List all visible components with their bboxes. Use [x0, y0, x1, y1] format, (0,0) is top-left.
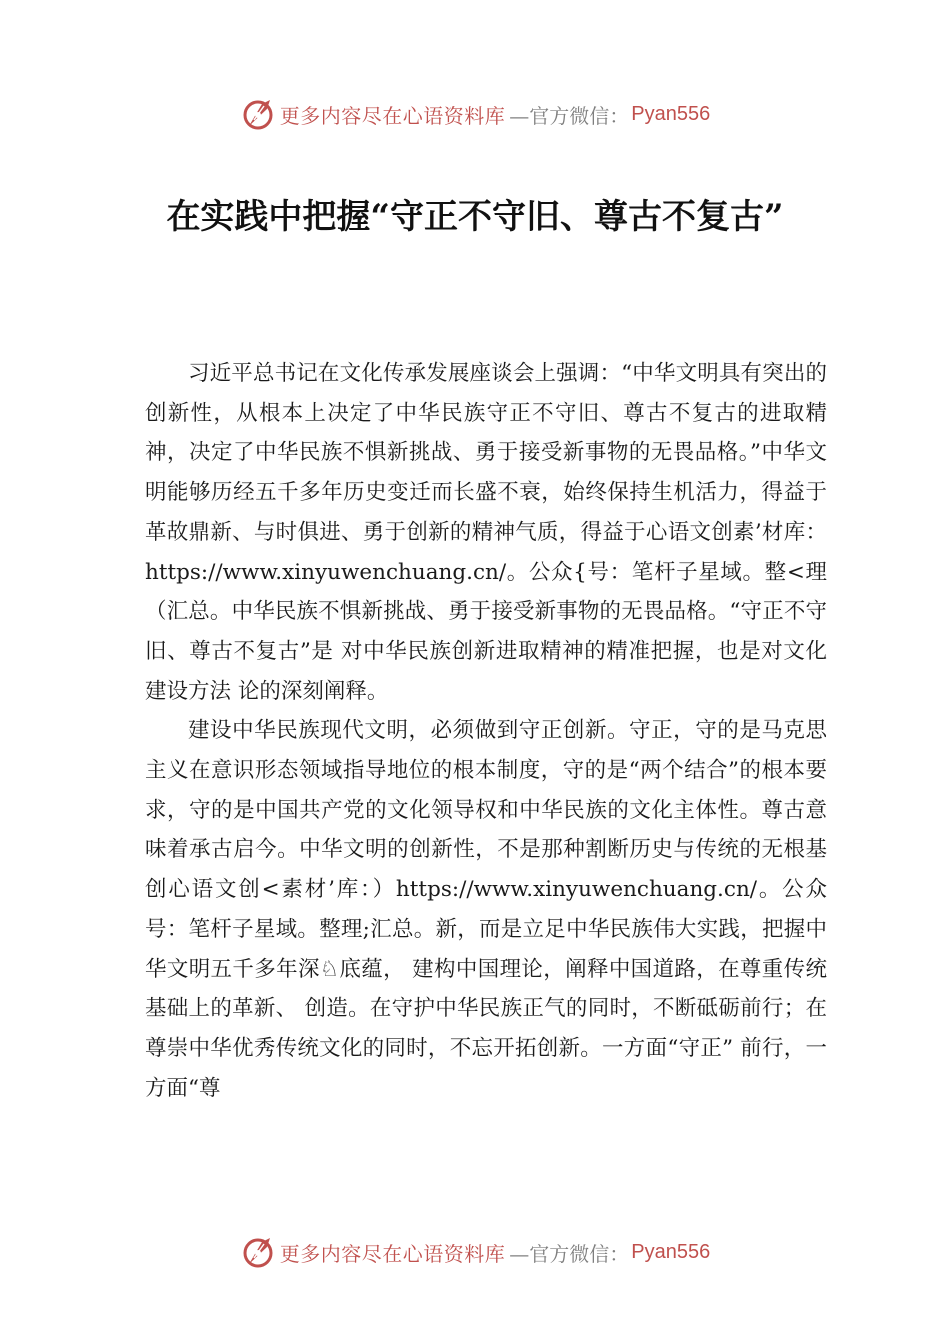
header-banner	[0, 94, 950, 134]
footer-wechat-label: —官方微信：	[509, 1241, 630, 1266]
footer-banner-text: 更多内容尽在心语资料库	[279, 1241, 506, 1266]
pen-nib-logo-icon	[240, 96, 276, 132]
footer-wechat-id: Pyan556	[631, 1240, 711, 1263]
header-wechat-id: Pyan556	[631, 102, 711, 125]
paragraph-2: 建设中华民族现代文明，必须做到守正创新。守正，守的是马克思主义在意识形态领域指导地位的根本制度，守的是“两个结合”的根本要求，守的是中国共产党的文化领导权和中华民族的文化主体性。尊古意味着承古启今。中华文明的创新性，不是那种割断历史与传统的无根基创心语文创<素材’库：）https://www.xinyuwenchuang.cn/。公众号：笔杆子星域。整理;汇总。新，而是立足中华民族伟大实践，把握中华文明五千多年深♘底蕴， 建构中国理论，阐释中国道路，在尊重传统基础上的革新、 创造。在守护中华民族正气的同时，不断砥砺前行；在尊崇中华优秀传统文化的同时，不忘开拓创新。一方面“守正” 前行，一方面“尊	[145, 718, 827, 1101]
header-wechat-label: —官方微信：	[509, 103, 630, 128]
header-banner-text: 更多内容尽在心语资料库	[279, 103, 506, 128]
paragraph-1: 习近平总书记在文化传承发展座谈会上强调：“中华文明具有突出的创新性，从根本上决定了中华民族守正不守旧、尊古不复古的进取精神，决定了中华民族不惧新挑战、勇于接受新事物的无畏品格。”中华文明能够历经五千多年历史变迁而长盛不衰，始终保持生机活力，得益于革故鼎新、与时俱进、勇于创新的精神气质，得益于心语文创素’材库：https://www.xinyuwenchuang.cn/。公众{号：笔杆子星域。整<理（汇总。中华民族不惧新挑战、勇于接受新事物的无畏品格。“守正不守旧、尊古不复古”是 对中华民族创新进取精神的精准把握，也是对文化建设方法 论的深刻阐释。	[145, 361, 827, 704]
footer-banner	[0, 1232, 950, 1272]
document-title: 在实践中把握“守正不守旧、尊古不复古”	[166, 197, 784, 237]
document-body	[145, 354, 827, 1108]
pen-nib-logo-icon	[240, 1234, 276, 1270]
